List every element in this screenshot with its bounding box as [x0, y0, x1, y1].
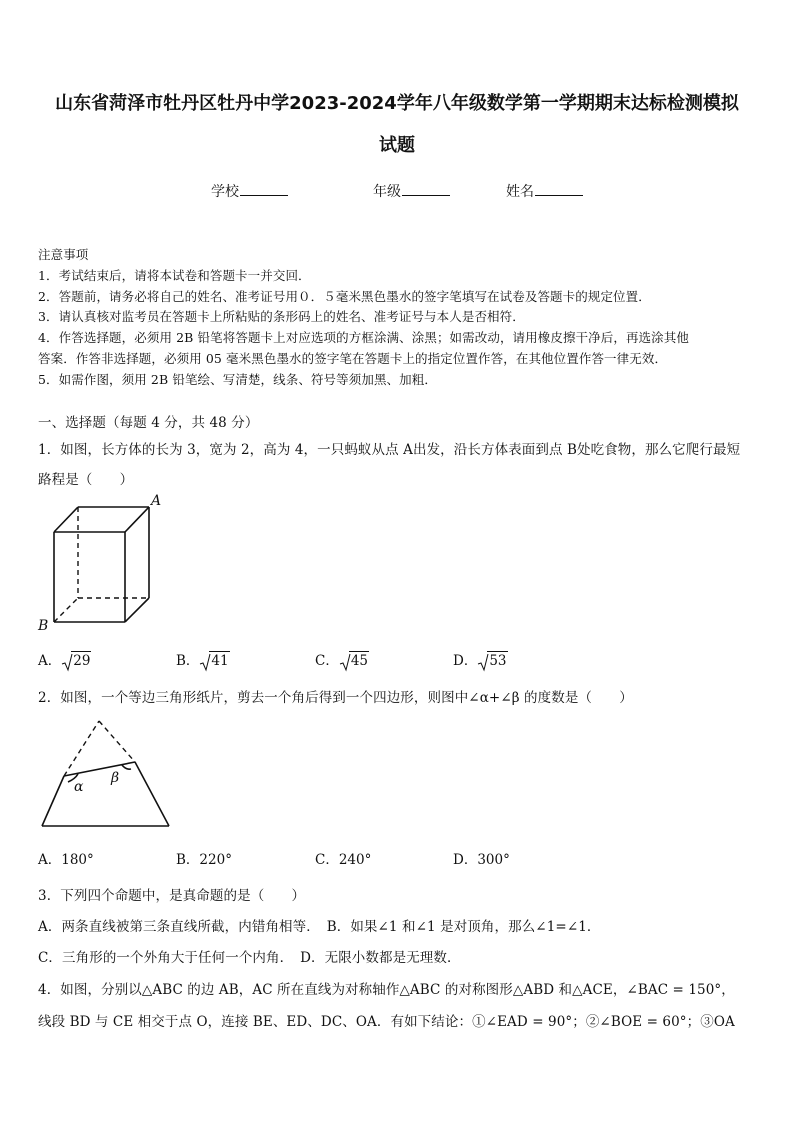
point-a-label: A — [151, 493, 162, 509]
q1-stem-line1: 1．如图，长方体的长为 3，宽为 2，高为 4，一只蚂蚁从点 A出发，沿长方体表面到点 B处吃食物，那么它爬行最短 — [38, 442, 741, 458]
q1-stem-line2: 路程是（ ） — [38, 472, 134, 488]
q2-option-b: B．220° — [176, 852, 232, 868]
paper-title-line2: 试题 — [379, 135, 415, 156]
notice-item: 1．考试结束后，请将本试卷和答题卡一并交回． — [38, 268, 311, 283]
q4-stem-line1: 4．如图，分别以△ABC 的边 AB，AC 所在直线为对称轴作△ABC 的对称图形△ABD 和△ACE，∠BAC = 150°， — [38, 982, 735, 998]
q2-option-a: A．180° — [38, 852, 94, 868]
q2-option-d: D．300° — [453, 852, 510, 868]
q4-stem-line2: 线段 BD 与 CE 相交于点 O，连接 BE、ED、DC、OA．有如下结论：①∠EAD = 90°；②∠BOE = 60°；③OA — [38, 1014, 735, 1030]
option-value: 29 — [73, 653, 91, 669]
point-b-label: B — [38, 618, 49, 634]
q3-options-cd: C．三角形的一个外角大于任何一个内角． D．无限小数都是无理数． — [38, 950, 461, 966]
beta-label: β — [111, 770, 120, 786]
notice-item: 5．如需作图，须用 2B 铅笔绘、写清楚，线条、符号等须加黑、加粗． — [38, 372, 437, 387]
option-letter: D． — [453, 653, 478, 669]
notice-heading: 注意事项 — [38, 247, 89, 262]
q2-stem: 2．如图，一个等边三角形纸片，剪去一个角后得到一个四边形，则图中∠α+∠β 的度数是（ ） — [38, 690, 633, 706]
option-letter: B． — [176, 653, 200, 669]
q2-option-c: C．240° — [315, 852, 372, 868]
school-label: 学校 — [211, 184, 239, 200]
section-heading: 一、选择题（每题 4 分，共 48 分） — [38, 415, 259, 431]
q3-stem: 3．下列四个命题中，是真命题的是（ ） — [38, 888, 306, 904]
q3-options-ab: A．两条直线被第三条直线所截，内错角相等． B．如果∠1 和∠1 是对顶角，那么∠1=∠1． — [38, 919, 601, 935]
notice-item: 3．请认真核对监考员在答题卡上所粘贴的条形码上的姓名、准考证号与本人是否相符． — [38, 309, 525, 324]
notice-item: 2．答题前，请务必将自己的姓名、准考证号用０．５毫米黑色墨水的签字笔填写在试卷及答题卡的规定位置． — [38, 289, 651, 304]
option-letter: A． — [38, 653, 62, 669]
notice-item: 4．作答选择题，必须用 2B 铅笔将答题卡上对应选项的方框涂满、涂黑；如需改动，请用橡皮擦干净后，再选涂其他 — [38, 330, 689, 345]
option-value: 41 — [211, 653, 229, 669]
option-value: 53 — [489, 653, 507, 669]
paper-title-line1: 山东省菏泽市牡丹区牡丹中学2023-2024学年八年级数学第一学期期末达标检测模拟 — [55, 93, 739, 114]
alpha-label: α — [74, 779, 84, 795]
grade-label: 年级 — [373, 184, 401, 200]
name-label: 姓名 — [506, 184, 534, 200]
option-value: 45 — [350, 653, 369, 669]
notice-item: 答案．作答非选择题，必须用 05 毫米黑色墨水的签字笔在答题卡上的指定位置作答，在其他位置作答一律无效． — [38, 351, 668, 366]
option-letter: C． — [315, 653, 339, 669]
